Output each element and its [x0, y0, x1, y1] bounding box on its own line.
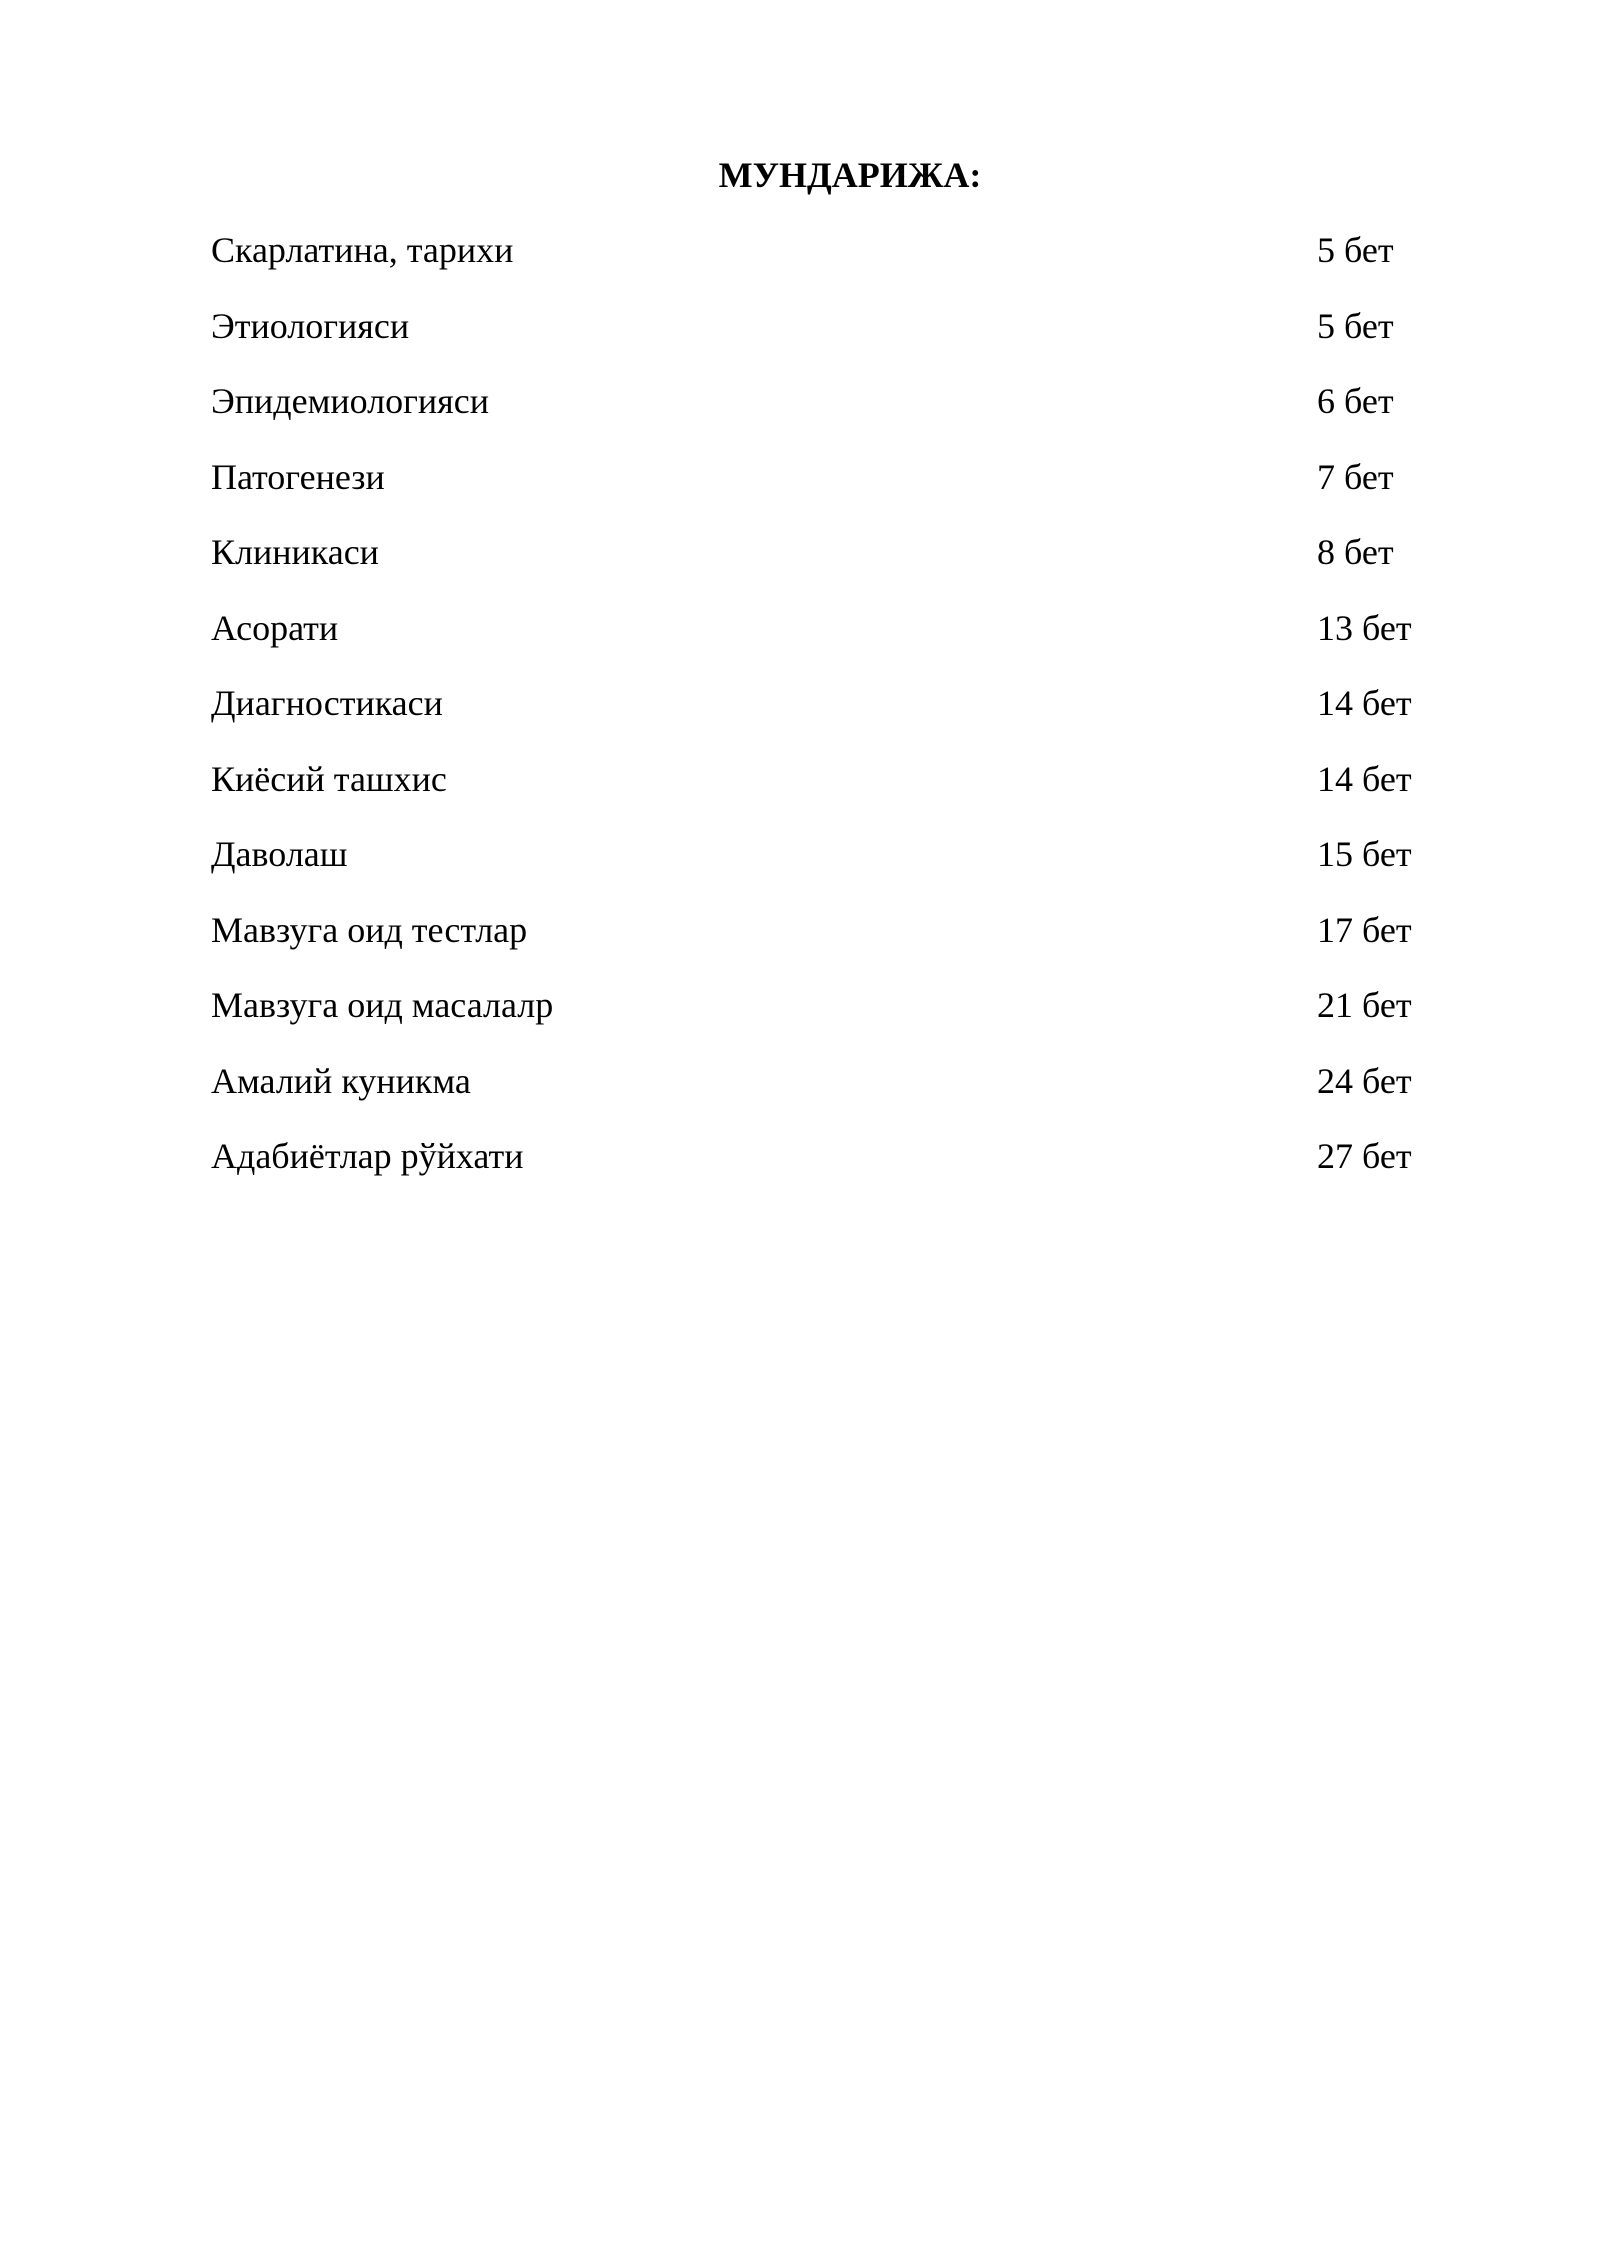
toc-entry-page: 21 бет [1317, 985, 1412, 1025]
toc-entry-page: 27 бет [1317, 1136, 1412, 1176]
toc-entry [211, 1131, 1451, 1207]
table-of-contents [211, 225, 1451, 1207]
toc-entry [211, 980, 1451, 1056]
toc-entry [211, 527, 1451, 603]
toc-entry-label: Эпидемиологияси [211, 381, 489, 421]
toc-entry-page: 6 бет [1317, 381, 1394, 421]
toc-entry-label: Амалий куникма [211, 1060, 471, 1101]
page-title: МУНДАРИЖА: [718, 155, 982, 195]
toc-entry-label: Киёсий ташхис [211, 758, 447, 799]
toc-entry [211, 603, 1451, 679]
toc-entry [211, 301, 1451, 377]
toc-entry-page: 8 бет [1317, 532, 1394, 572]
toc-entry-label: Мавзуга оид тестлар [211, 909, 528, 950]
toc-entry-label: Скарлатина, тарихи [211, 230, 514, 270]
toc-entry-label: Асорати [211, 607, 339, 648]
toc-entry-page: 17 бет [1317, 909, 1412, 950]
toc-entry [211, 452, 1451, 528]
toc-entry-page: 14 бет [1317, 758, 1412, 799]
toc-entry-page: 7 бет [1317, 456, 1394, 497]
toc-entry-label: Клиникаси [211, 532, 379, 572]
toc-entry-label: Диагностикаси [211, 683, 443, 723]
toc-entry [211, 225, 1451, 301]
toc-entry [211, 905, 1451, 981]
toc-entry [211, 376, 1451, 452]
toc-entry-page: 5 бет [1317, 305, 1394, 346]
toc-entry-page: 15 бет [1317, 834, 1412, 874]
toc-entry-page: 24 бет [1317, 1060, 1412, 1101]
toc-entry-page: 13 бет [1317, 607, 1412, 648]
toc-entry-label: Адабиётлар рўйхати [211, 1136, 524, 1176]
toc-entry [211, 678, 1451, 754]
toc-entry [211, 1056, 1451, 1132]
toc-entry-label: Мавзуга оид масалалр [211, 985, 554, 1025]
toc-entry-label: Даволаш [211, 834, 348, 874]
toc-entry [211, 829, 1451, 905]
toc-entry-page: 14 бет [1317, 683, 1412, 723]
toc-entry [211, 754, 1451, 830]
toc-entry-label: Патогенези [211, 456, 385, 497]
toc-entry-page: 5 бет [1317, 230, 1394, 270]
toc-entry-label: Этиологияси [211, 305, 410, 346]
